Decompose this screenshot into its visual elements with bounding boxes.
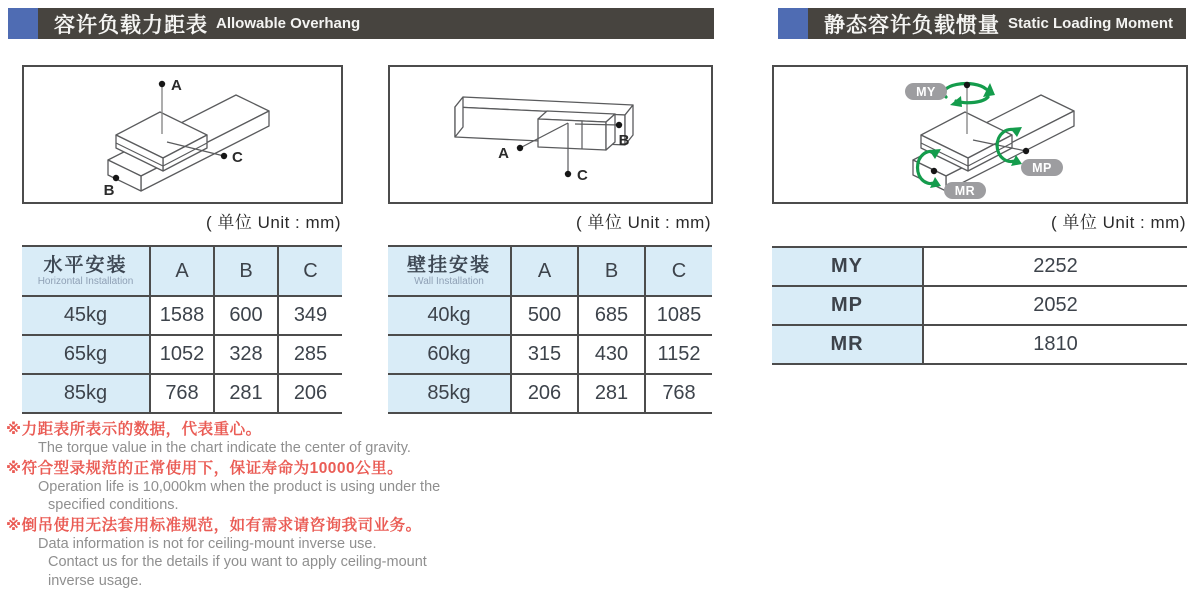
- value-cell: 349: [278, 296, 342, 335]
- load-cell: 85kg: [388, 374, 511, 413]
- table-row: [772, 247, 1187, 286]
- wall-install-diagram: [388, 65, 713, 204]
- note-zh: ※符合型录规范的正常使用下，保证寿命为10000公里。: [6, 459, 404, 477]
- load-cell: 65kg: [22, 335, 150, 374]
- table-row: [388, 296, 712, 335]
- point-a-dot: [159, 81, 165, 87]
- note-zh: ※倒吊使用无法套用标准规范，如有需求请咨询我司业务。: [6, 516, 422, 534]
- value-cell: 1052: [150, 335, 214, 374]
- accent-square-icon: [778, 8, 808, 39]
- install-label-en: Horizontal Installation: [37, 276, 134, 287]
- load-cell: 40kg: [388, 296, 511, 335]
- moment-section-header: [778, 8, 1186, 39]
- point-b-dot: [616, 122, 622, 128]
- table-corner-cell: [22, 246, 150, 296]
- my-badge-label: MY: [916, 85, 936, 99]
- overhang-section-header: [8, 8, 714, 39]
- my-axis-dot: [964, 82, 970, 88]
- table-row: [388, 374, 712, 413]
- moment-drawing: [774, 67, 1186, 202]
- value-cell: 1085: [645, 296, 712, 335]
- wall-install-table: [388, 245, 712, 414]
- note-en: Contact us for the details if you want to apply ceiling-mount: [48, 554, 427, 570]
- point-c-label: C: [577, 167, 588, 184]
- horizontal-install-diagram: [22, 65, 343, 204]
- unit-label: ( 单位 Unit : mm): [206, 213, 341, 232]
- table-header-row: [22, 246, 342, 296]
- value-cell: 328: [214, 335, 278, 374]
- section-title-en: Allowable Overhang: [216, 15, 361, 32]
- table-corner-cell: [388, 246, 511, 296]
- moment-label-cell: MR: [772, 325, 923, 364]
- table-row: [22, 335, 342, 374]
- value-cell: 315: [511, 335, 578, 374]
- table-row: [388, 335, 712, 374]
- value-cell: 768: [645, 374, 712, 413]
- value-cell: 2052: [923, 286, 1187, 325]
- mp-axis-dot: [1023, 148, 1029, 154]
- note-en: Data information is not for ceiling-mount inverse use.: [38, 535, 377, 552]
- rail-drawing: [455, 97, 633, 150]
- my-badge: [905, 83, 947, 100]
- value-cell: 1152: [645, 335, 712, 374]
- table-row: [772, 286, 1187, 325]
- point-c-dot: [221, 153, 227, 159]
- load-cell: 60kg: [388, 335, 511, 374]
- col-header-c: C: [278, 246, 342, 296]
- install-label-zh: 水平安装: [43, 255, 128, 276]
- install-label-zh: 壁挂安装: [406, 255, 491, 276]
- note-en: inverse usage.: [48, 572, 143, 589]
- note-en: specified conditions.: [48, 497, 179, 513]
- table-row: [22, 296, 342, 335]
- value-cell: 281: [578, 374, 645, 413]
- table-row: [22, 374, 342, 413]
- point-b-label: B: [618, 132, 630, 149]
- moment-diagram: [772, 65, 1188, 204]
- rail-drawing: [108, 95, 269, 191]
- table-header-row: [388, 246, 712, 296]
- value-cell: 768: [150, 374, 214, 413]
- unit-label: ( 单位 Unit : mm): [1051, 213, 1186, 232]
- load-cell: 45kg: [22, 296, 150, 335]
- rail-drawing: [913, 95, 1074, 191]
- note-en: Operation life is 10,000km when the product is using under the: [38, 478, 441, 495]
- mp-badge: [1021, 159, 1063, 176]
- unit-label: ( 单位 Unit : mm): [576, 213, 711, 232]
- static-moment-table: [772, 246, 1187, 365]
- moment-label-cell: MY: [772, 247, 923, 286]
- col-header-a: A: [150, 246, 214, 296]
- value-cell: 2252: [923, 247, 1187, 286]
- col-header-b: B: [214, 246, 278, 296]
- moment-label-cell: MP: [772, 286, 923, 325]
- notes-list: [6, 419, 546, 590]
- point-a-label: A: [171, 77, 182, 94]
- point-b-dot: [113, 175, 119, 181]
- wall-install-drawing: [390, 67, 711, 202]
- point-c-label: C: [232, 149, 243, 166]
- value-cell: 1588: [150, 296, 214, 335]
- section-title-en: Static Loading Moment: [1008, 15, 1173, 32]
- value-cell: 430: [578, 335, 645, 374]
- value-cell: 500: [511, 296, 578, 335]
- point-a-label: A: [498, 145, 509, 162]
- point-a-dot: [517, 145, 523, 151]
- col-header-b: B: [578, 246, 645, 296]
- section-title-zh: 容许负载力距表: [54, 13, 208, 37]
- point-c-dot: [565, 171, 571, 177]
- value-cell: 285: [278, 335, 342, 374]
- value-cell: 206: [278, 374, 342, 413]
- note-zh: ※力距表所表示的数据，代表重心。: [6, 421, 262, 438]
- horizontal-install-drawing: [24, 67, 341, 202]
- mr-badge: [944, 182, 986, 199]
- col-header-c: C: [645, 246, 712, 296]
- value-cell: 206: [511, 374, 578, 413]
- value-cell: 685: [578, 296, 645, 335]
- mr-axis-dot: [931, 168, 937, 174]
- load-cell: 85kg: [22, 374, 150, 413]
- value-cell: 281: [214, 374, 278, 413]
- install-label-en: Wall Installation: [414, 276, 484, 287]
- mp-badge-label: MP: [1032, 161, 1052, 175]
- value-cell: 1810: [923, 325, 1187, 364]
- point-b-label: B: [103, 182, 115, 199]
- col-header-a: A: [511, 246, 578, 296]
- table-row: [772, 325, 1187, 364]
- note-en: The torque value in the chart indicate the center of gravity.: [38, 440, 411, 456]
- value-cell: 600: [214, 296, 278, 335]
- horizontal-install-table: [22, 245, 342, 414]
- accent-square-icon: [8, 8, 38, 39]
- mr-badge-label: MR: [954, 184, 976, 198]
- section-title-zh: 静态容许负载惯量: [824, 13, 1000, 37]
